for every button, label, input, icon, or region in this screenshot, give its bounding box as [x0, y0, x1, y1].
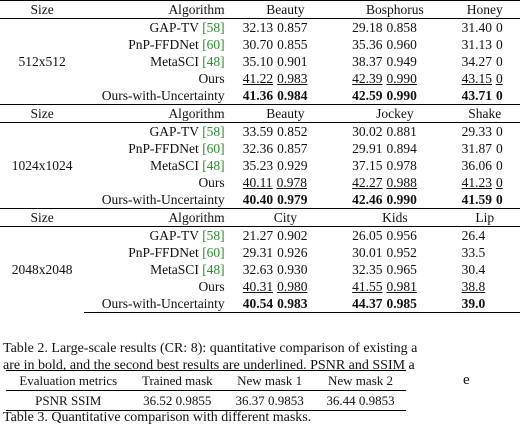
ssim-value: 0.857	[277, 141, 308, 156]
ssim-value: 0	[495, 37, 503, 52]
metric-cell	[340, 261, 449, 278]
psnr-value: 38.37	[352, 54, 383, 69]
table2-header-cell: City	[231, 209, 340, 227]
algorithm-name: Ours-with-Uncertainty	[101, 192, 225, 207]
ssim-value: 0	[495, 124, 503, 139]
ssim-value: 0	[495, 158, 503, 173]
citation-link[interactable]: [58]	[202, 20, 225, 35]
table3-cell: 36.44 0.9853	[315, 391, 406, 411]
metric-cell	[450, 278, 520, 295]
metric-cell	[340, 140, 449, 157]
metric-cell	[450, 227, 520, 245]
table2-header-row	[0, 105, 520, 123]
algorithm-name: Ours-with-Uncertainty	[101, 296, 225, 311]
psnr-value: 40.54	[242, 296, 274, 311]
metric-cell	[231, 19, 340, 37]
algorithm-name: Ours	[198, 71, 225, 86]
table3-caption: Table 3. Quantitative comparison with different masks.	[3, 410, 312, 425]
table2-header-cell: Algorithm	[84, 105, 230, 123]
size-label: 512x512	[18, 54, 66, 69]
metric-cell	[340, 278, 449, 295]
citation-link[interactable]: [48]	[202, 262, 225, 277]
psnr-value: 33.59	[242, 124, 274, 139]
metric-cell	[231, 123, 340, 141]
metric-cell	[340, 244, 449, 261]
psnr-value: 41.36	[242, 88, 274, 103]
psnr-value: 33.5	[461, 245, 486, 260]
algorithm-name: Ours-with-Uncertainty	[101, 88, 225, 103]
psnr-value: 34.27	[461, 54, 492, 69]
ssim-value: 0.902	[277, 228, 308, 243]
metric-cell	[231, 227, 340, 245]
metric-cell	[340, 227, 449, 245]
metric-cell	[231, 174, 340, 191]
psnr-value: 40.11	[242, 175, 273, 190]
psnr-value: 29.91	[352, 141, 383, 156]
metric-cell	[450, 244, 520, 261]
metric-cell	[231, 53, 340, 70]
table2-caption-line1: Table 2. Large-scale results (CR: 8): quantitative comparison of existing a	[3, 341, 418, 356]
table3-header-cell: Trained mask	[130, 371, 224, 391]
ssim-value: 0.855	[277, 37, 308, 52]
ssim-value: 0.881	[386, 124, 417, 139]
ssim-value: 0.978	[276, 175, 307, 190]
psnr-value: 35.36	[352, 37, 383, 52]
psnr-value: 30.01	[352, 245, 383, 260]
ssim-value: 0	[495, 141, 503, 156]
psnr-value: 42.27	[352, 175, 383, 190]
psnr-value: 42.59	[352, 88, 383, 103]
metric-cell	[340, 123, 449, 141]
ssim-value: 0.984	[277, 88, 308, 103]
metric-cell	[450, 157, 520, 174]
algorithm-name: PnP-FFDNet	[128, 141, 199, 156]
psnr-value: 42.39	[352, 71, 383, 86]
table2-header-cell: Beauty	[231, 105, 340, 123]
table2-header-cell: Beauty	[231, 1, 340, 19]
algorithm-cell	[84, 295, 230, 313]
psnr-value: 40.40	[242, 192, 274, 207]
metric-cell	[231, 191, 340, 209]
ssim-value: 0.981	[386, 279, 417, 294]
psnr-value: 42.46	[352, 192, 383, 207]
table3-cell: 36.52 0.9855	[130, 391, 224, 411]
metric-cell	[231, 36, 340, 53]
size-label: 1024x1024	[11, 158, 73, 173]
ssim-value: 0.985	[386, 296, 417, 311]
psnr-value: 31.40	[461, 20, 492, 35]
metric-cell	[231, 87, 340, 105]
metric-cell	[450, 140, 520, 157]
ssim-value: 0.857	[277, 20, 308, 35]
psnr-value: 44.37	[352, 296, 383, 311]
algorithm-name: GAP-TV	[149, 228, 199, 243]
table3-mask-comparison	[6, 370, 406, 411]
caption-text: are in bold, and the second best results are	[3, 358, 244, 373]
metric-cell	[231, 70, 340, 87]
metric-cell	[450, 19, 520, 37]
psnr-value: 32.35	[352, 262, 383, 277]
metric-cell	[450, 87, 520, 105]
psnr-value: 29.31	[242, 245, 274, 260]
psnr-value: 26.05	[352, 228, 383, 243]
psnr-value: 41.22	[242, 71, 274, 86]
ssim-value: 0.990	[386, 71, 417, 86]
algorithm-name: GAP-TV	[149, 124, 199, 139]
ssim-value: 0.990	[386, 192, 417, 207]
algorithm-cell	[84, 227, 230, 245]
algorithm-cell	[84, 123, 230, 141]
psnr-value: 29.33	[461, 124, 492, 139]
table2-row	[0, 123, 520, 141]
ssim-value: 0.894	[386, 141, 417, 156]
ssim-value: 0.926	[277, 245, 308, 260]
citation-link[interactable]: [60]	[202, 141, 225, 156]
psnr-value: 43.71	[461, 88, 492, 103]
algorithm-cell	[84, 19, 230, 37]
algorithm-name: PnP-FFDNet	[128, 37, 199, 52]
psnr-value: 41.59	[461, 192, 492, 207]
metric-cell	[450, 36, 520, 53]
psnr-value: 43.15	[461, 71, 492, 86]
ssim-value: 0.965	[386, 262, 417, 277]
ssim-value: 0.979	[277, 192, 308, 207]
table2-header-cell: Algorithm	[84, 209, 230, 227]
ssim-value: 0.952	[386, 245, 417, 260]
metric-cell	[450, 261, 520, 278]
metric-cell	[231, 244, 340, 261]
algorithm-cell	[84, 140, 230, 157]
metric-cell	[340, 191, 449, 209]
table2-row	[0, 19, 520, 37]
table2-header-cell: Kids	[340, 209, 449, 227]
metric-cell	[450, 70, 520, 87]
table2-header-cell: Size	[0, 1, 84, 19]
algorithm-cell	[84, 191, 230, 209]
table2-header-cell: Honey	[450, 1, 520, 19]
table3-cell: PSNR SSIM	[6, 391, 130, 411]
metric-cell	[231, 261, 340, 278]
algorithm-cell	[84, 70, 230, 87]
metric-cell	[450, 295, 520, 313]
table2-header-cell: Bosphorus	[340, 1, 449, 19]
psnr-value: 38.8	[461, 279, 486, 294]
ssim-value: 0	[495, 175, 503, 190]
psnr-value: 40.31	[242, 279, 274, 294]
metric-cell	[231, 278, 340, 295]
citation-link[interactable]: [48]	[202, 54, 225, 69]
table3-header-cell: New mask 1	[224, 371, 315, 391]
psnr-value: 35.23	[242, 158, 274, 173]
ssim-value: 0	[495, 192, 503, 207]
table3-cell: 36.37 0.9853	[224, 391, 315, 411]
psnr-value: 30.4	[461, 262, 486, 277]
table3-header-row	[6, 371, 406, 391]
metric-cell	[340, 36, 449, 53]
ssim-value: 0.930	[277, 262, 308, 277]
metric-cell	[340, 19, 449, 37]
algorithm-cell	[84, 244, 230, 261]
caption-text-end: . PSNR and SSIM a	[303, 358, 415, 373]
ssim-value: 0	[495, 71, 503, 86]
metric-cell	[340, 295, 449, 313]
metric-cell	[340, 174, 449, 191]
citation-link[interactable]: [60]	[202, 245, 225, 260]
psnr-value: 30.02	[352, 124, 383, 139]
metric-cell	[450, 174, 520, 191]
table3-header-cell: New mask 2	[315, 371, 406, 391]
metric-cell	[340, 157, 449, 174]
ssim-value: 0.960	[386, 37, 417, 52]
ssim-value: 0.858	[386, 20, 417, 35]
algorithm-name: MetaSCI	[150, 158, 199, 173]
caption-underlined-word: underlined	[243, 358, 304, 373]
ssim-value: 0	[495, 20, 503, 35]
algorithm-cell	[84, 87, 230, 105]
table2-header-cell: Algorithm	[84, 1, 230, 19]
ssim-value: 0.956	[386, 228, 417, 243]
psnr-value: 41.23	[461, 175, 492, 190]
table2-header-row	[0, 209, 520, 227]
size-label: 2048x2048	[11, 262, 73, 278]
table2-row	[0, 227, 520, 245]
algorithm-cell	[84, 157, 230, 174]
table2-header-cell: Lip	[450, 209, 520, 227]
metric-cell	[340, 70, 449, 87]
algorithm-cell	[84, 53, 230, 70]
algorithm-name: MetaSCI	[150, 262, 199, 277]
algorithm-name: Ours	[198, 279, 225, 294]
psnr-value: 31.87	[461, 141, 492, 156]
psnr-value: 26.4	[461, 228, 486, 243]
psnr-value: 30.70	[242, 37, 274, 52]
psnr-value: 32.13	[242, 20, 274, 35]
ssim-value: 0.980	[277, 279, 308, 294]
citation-link[interactable]: [48]	[202, 158, 225, 173]
psnr-value: 36.06	[461, 158, 492, 173]
algorithm-name: Ours	[198, 175, 225, 190]
metric-cell	[450, 53, 520, 70]
metric-cell	[450, 191, 520, 209]
table2-header-row	[0, 1, 520, 19]
psnr-value: 35.10	[242, 54, 274, 69]
algorithm-cell	[84, 261, 230, 278]
psnr-value: 41.55	[352, 279, 383, 294]
psnr-value: 21.27	[242, 228, 274, 243]
table2-header-cell: Size	[0, 209, 84, 227]
citation-link[interactable]: [58]	[202, 228, 225, 243]
metric-cell	[450, 123, 520, 141]
table3-row	[6, 391, 406, 411]
metric-cell	[340, 87, 449, 105]
ssim-value: 0	[495, 88, 503, 103]
ssim-value: 0.983	[277, 71, 308, 86]
ssim-value: 0.852	[277, 124, 308, 139]
psnr-value: 32.63	[242, 262, 274, 277]
algorithm-name: MetaSCI	[150, 54, 199, 69]
algorithm-name: GAP-TV	[149, 20, 199, 35]
ssim-value: 0.990	[386, 88, 417, 103]
psnr-value: 31.13	[461, 37, 492, 52]
ssim-value: 0.988	[386, 175, 417, 190]
metric-cell	[231, 157, 340, 174]
metric-cell	[340, 53, 449, 70]
stray-letter: e	[463, 372, 470, 388]
psnr-value: 29.18	[352, 20, 383, 35]
algorithm-cell	[84, 278, 230, 295]
citation-link[interactable]: [60]	[202, 37, 225, 52]
ssim-value: 0.978	[386, 158, 417, 173]
ssim-value: 0.949	[386, 54, 417, 69]
metric-cell	[231, 140, 340, 157]
table2-header-cell: Shake	[450, 105, 520, 123]
algorithm-cell	[84, 174, 230, 191]
citation-link[interactable]: [58]	[202, 124, 225, 139]
algorithm-name: PnP-FFDNet	[128, 245, 199, 260]
table2-header-cell: Size	[0, 105, 84, 123]
psnr-value: 39.0	[461, 296, 486, 311]
metric-cell	[231, 295, 340, 313]
algorithm-cell	[84, 36, 230, 53]
ssim-value: 0.983	[277, 296, 308, 311]
table2-header-cell: Jockey	[340, 105, 449, 123]
psnr-value: 37.15	[352, 158, 383, 173]
ssim-value: 0	[495, 54, 503, 69]
ssim-value: 0.929	[277, 158, 308, 173]
ssim-value: 0.901	[277, 54, 308, 69]
psnr-value: 32.36	[242, 141, 274, 156]
table3-header-cell: Evaluation metrics	[6, 371, 130, 391]
